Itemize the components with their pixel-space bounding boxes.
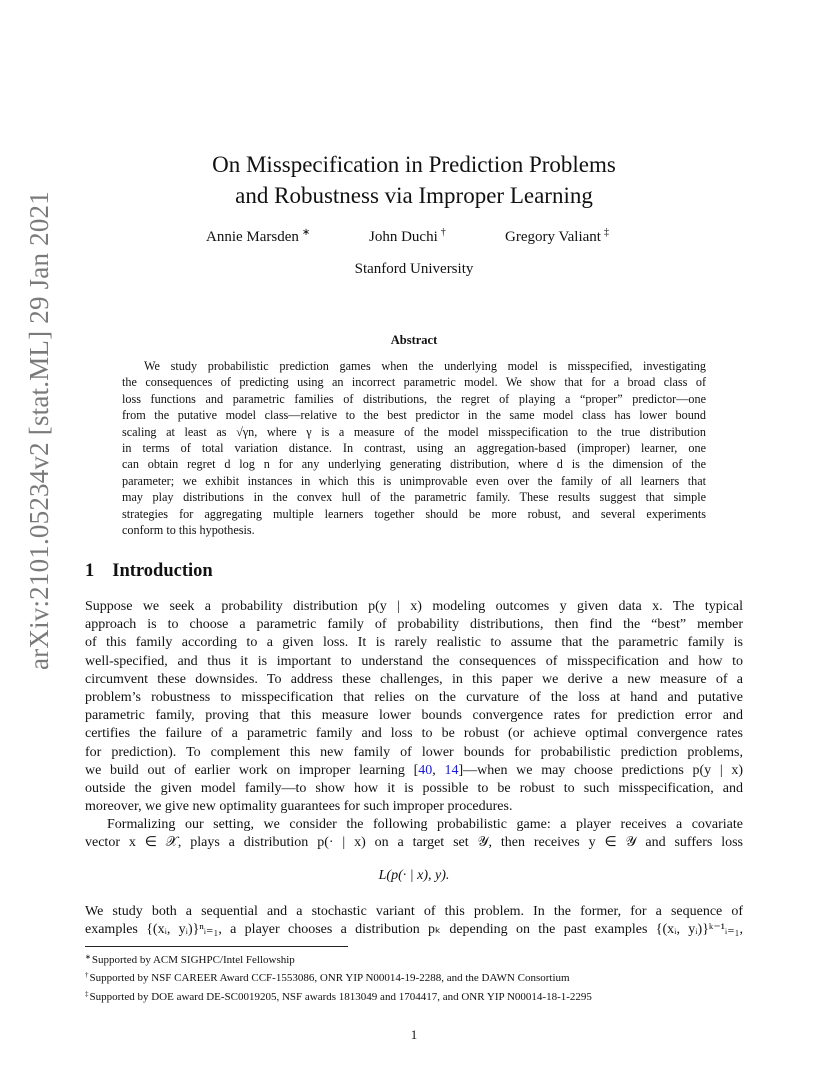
footnote-2 [85,968,745,986]
author-1-name: Annie Marsden [206,229,299,245]
section-title: Introduction [112,561,213,581]
footnote-3-mark: ‡ [85,989,89,998]
citation-link[interactable]: 40 [418,762,433,778]
display-equation: L(p(· | x), y). [378,868,450,883]
author-2 [369,227,446,246]
abstract-body [122,358,706,538]
footnote-1-text: Supported by ACM SIGHPC/Intel Fellowship [91,954,295,966]
abstract-line: may play distributions in the convex hull of the parametric family. These results suggest that simple [122,490,706,505]
body-line: examples {(xᵢ, yᵢ)}ⁿᵢ₌₁, a player chooses a distribution pₖ depending on the past examples {(xᵢ, yᵢ)}ᵏ⁻¹ᵢ₌₁, [85,922,743,938]
intro-paragraph [85,598,743,853]
abstract-line: parameter; we exhibit instances in which this is unimprovable even over the family of all learners that [122,473,706,488]
footnote-2-text: Supported by NSF CAREER Award CCF-1553086, ONR YIP N00014-19-2288, and the DAWN Consortium [89,972,570,985]
title-line-1: On Misspecification in Prediction Problems [212,152,616,177]
author-1 [206,227,310,246]
author-2-name: John Duchi [369,229,438,245]
author-3-mark: ‡ [603,227,609,238]
author-2-mark: † [440,227,446,238]
abstract-line: scaling at least as √γn, where γ is a measure of the model misspecification to the true distribution [122,424,706,439]
body-line: for prediction). To complement this new family of lower bounds for probabilistic prediction problems, [85,744,743,760]
body-line: approach is to choose a parametric family of probability distributions, then find the “best” member [85,617,743,633]
body-line: moreover, we give new optimality guarantees for such improper procedures. [85,799,513,815]
abstract-heading: Abstract [390,333,438,347]
abstract-line: loss functions and parametric families of distributions, the regret of playing a “proper” predictor—one [122,391,706,406]
body-line: certifies the failure of a parametric family and loss to be robust (or achieve optimal convergence rates [85,726,743,742]
section-heading [85,561,213,582]
sequential-paragraph [85,903,743,939]
body-line-with-citation: we build out of earlier work on improper learning [40, 14]—when we may choose predictions p(y | x) [85,762,744,778]
page-number: 1 [410,1027,418,1042]
paper-title [100,149,728,211]
body-line: We study both a sequential and a stochastic variant of this problem. In the former, for a sequence of [85,904,743,919]
abstract-line: can obtain regret d log n for any underlying generating distribution, where d is the dimension of the [122,457,706,472]
body-line: problem’s robustness to misspecification that relies on the curvature of the loss at hand and putative [85,689,743,705]
abstract-line: strategies for aggregating multiple learners together should be more robust, and several experiments [122,506,706,521]
footnote-2-mark: † [85,971,89,980]
author-list [0,227,828,249]
author-1-mark: ∗ [301,227,311,238]
body-line: outside the given model family—to show how it is possible to be robust to such misspecification, and [85,780,743,796]
footnote-1-mark: ∗ [85,953,91,961]
abstract-line: conform to this hypothesis. [122,522,255,537]
abstract-line: in terms of total variation distance. In contrast, using an aggregation-based (improper) learner, one [122,440,706,455]
abstract-line: the consequences of predicting using an incorrect parametric model. We show that for a broad class of [122,375,706,390]
body-line: circumvent these downsides. To address these challenges, in this paper we derive a new measure of a [85,671,743,687]
arxiv-stamp-text: arXiv:2101.05234v2 [stat.ML] 29 Jan 2021 [24,191,54,670]
author-3 [505,227,609,246]
footnotes [85,950,745,1005]
title-line-2: and Robustness via Improper Learning [235,183,593,208]
body-line: vector x ∈ 𝒳, plays a distribution p(· | x) on a target set 𝒴, then receives y ∈ 𝒴 and suffers loss [85,835,743,851]
body-line: Suppose we seek a probability distribution p(y | x) modeling outcomes y given data x. The typical [85,599,743,614]
body-line: well-specified, and thus it is important to understand the consequences of misspecification and how to [85,653,743,669]
abstract-line: We study probabilistic prediction games when the underlying model is misspecified, investigating [144,359,706,373]
body-line: parametric family, proving that this measure lower bounds convergence rates for prediction error and [85,708,743,724]
footnote-3 [85,987,745,1005]
citation-link[interactable]: 14 [444,762,459,778]
section-number: 1 [85,561,95,581]
footnote-1 [85,950,745,968]
affiliation: Stanford University [354,261,474,277]
abstract-line: from the putative model class—relative to the best predictor in the same model class has lower bound [122,408,706,423]
author-3-name: Gregory Valiant [505,229,601,245]
footnote-rule [85,946,348,947]
footnote-3-text: Supported by DOE award DE-SC0019205, NSF awards 1813049 and 1704417, and ONR YIP N00014-18-1-2295 [89,990,592,1003]
body-line: of this family according to a given loss. It is rarely realistic to assume that the parametric family is [85,635,743,651]
body-line: Formalizing our setting, we consider the following probabilistic game: a player receives a covariate [107,817,743,833]
